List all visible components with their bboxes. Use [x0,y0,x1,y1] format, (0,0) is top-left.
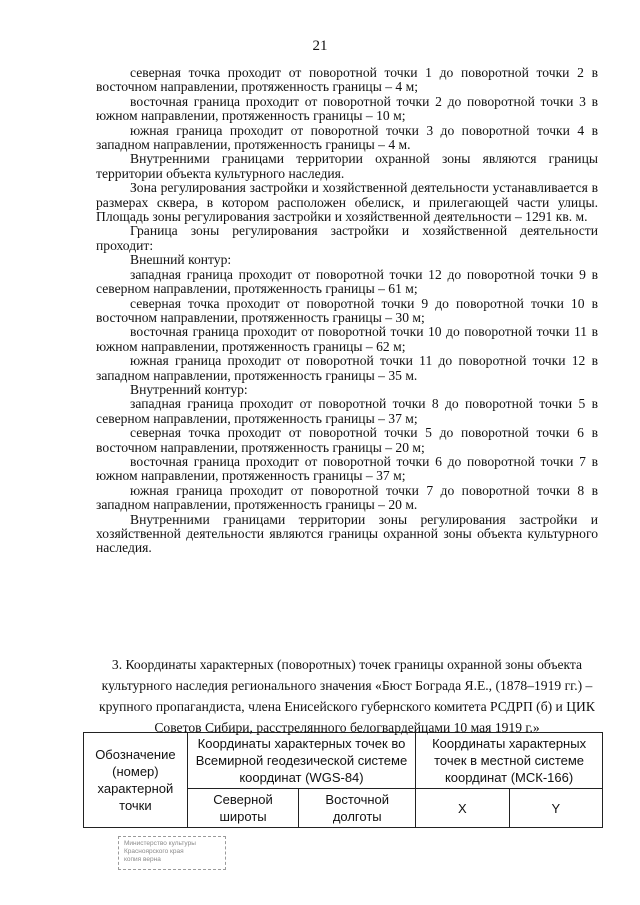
subheader-y: Y [509,789,602,828]
section-3-heading: 3. Координаты характерных (поворотных) точек границы охранной зоны объекта культурного наследия регионального значения «Бюст Бограда Я.Е., (1878–1919 гг.) – крупного пропагандиста, члена Енисейского губернского комитета РСДРП (б) и ЦИК Советов Сибири, расстрелянного белогвардейцами 10 мая 1919 г.» [99,657,595,735]
paragraph: южная граница проходит от поворотной точки 7 до поворотной точки 8 в западном направлении, протяженность границы – 20 м. [96,482,598,513]
coordinates-table [83,732,603,828]
paragraph: северная точка проходит от поворотной точки 9 до поворотной точки 10 в восточном направлении, протяженность границы – 30 м; [96,295,598,325]
paragraph: восточная граница проходит от поворотной точки 10 до поворотной точки 11 в южном направлении, протяженность границы – 62 м; [96,324,598,354]
outer-contour-label: Внешний контур: [130,252,232,268]
paragraph: западная граница проходит от поворотной точки 12 до поворотной точки 9 в северном направлении, протяженность границы – 61 м; [96,266,598,297]
stamp-line: копия верна [124,856,161,863]
paragraph: Внутренними границами территории зоны регулирования застройки и хозяйственной деятельности являются границы охранной зоны объекта культурного наследия. [96,511,598,556]
subheader-north: Северной широты [187,789,299,828]
subheader-x: X [416,789,509,828]
stamp-line: Министерство культуры [124,840,196,847]
paragraph: восточная граница проходит от поворотной точки 6 до поворотной точки 7 в южном направлении, протяженность границы – 37 м; [96,453,598,484]
stamp-line: Красноярского края [124,848,184,855]
paragraph: северная точка проходит от поворотной точки 5 до поворотной точки 6 в восточном направлении, протяженность границы – 20 м; [96,425,598,455]
inner-contour-label: Внутренний контур: [130,381,248,397]
header-msk: Координаты характерных точек в местной системе координат (МСК-166) [416,733,603,789]
paragraph: южная граница проходит от поворотной точки 11 до поворотной точки 12 в западном направлении, протяженность границы – 35 м. [96,353,598,383]
subheader-east: Восточной долготы [299,789,416,828]
paragraph: Граница зоны регулирования застройки и хозяйственной деятельности проходит: [96,223,598,253]
paragraph: Внутренними границами территории охранной зоны являются границы территории объекта культурного наследия. [96,151,598,181]
paragraph: западная граница проходит от поворотной точки 8 до поворотной точки 5 в северном направлении, протяженность границы – 37 м; [96,396,598,426]
header-point: Обозначение (номер) характерной точки [84,733,188,828]
paragraph: восточная граница проходит от поворотной точки 2 до поворотной точки 3 в южном направлении, протяженность границы – 10 м; [96,93,598,124]
page-number: 21 [312,38,328,54]
document-body [96,66,598,556]
header-wgs: Координаты характерных точек во Всемирной геодезической системе координат (WGS-84) [187,733,415,789]
paragraph: южная граница проходит от поворотной точки 3 до поворотной точки 4 в западном направлении, протяженность границы – 4 м. [96,122,598,153]
faded-stamp [118,836,226,870]
paragraph: северная точка проходит от поворотной точки 1 до поворотной точки 2 в восточном направлении, протяженность границы – 4 м; [96,65,598,95]
paragraph: Зона регулирования застройки и хозяйственной деятельности устанавливается в размерах сквера, в котором расположен обелиск, и прилегающей части улицы. Площадь зоны регулирования застройки и хозяйственной деятельности – 1291 кв. м. [96,180,598,225]
table-header-row [84,733,603,789]
